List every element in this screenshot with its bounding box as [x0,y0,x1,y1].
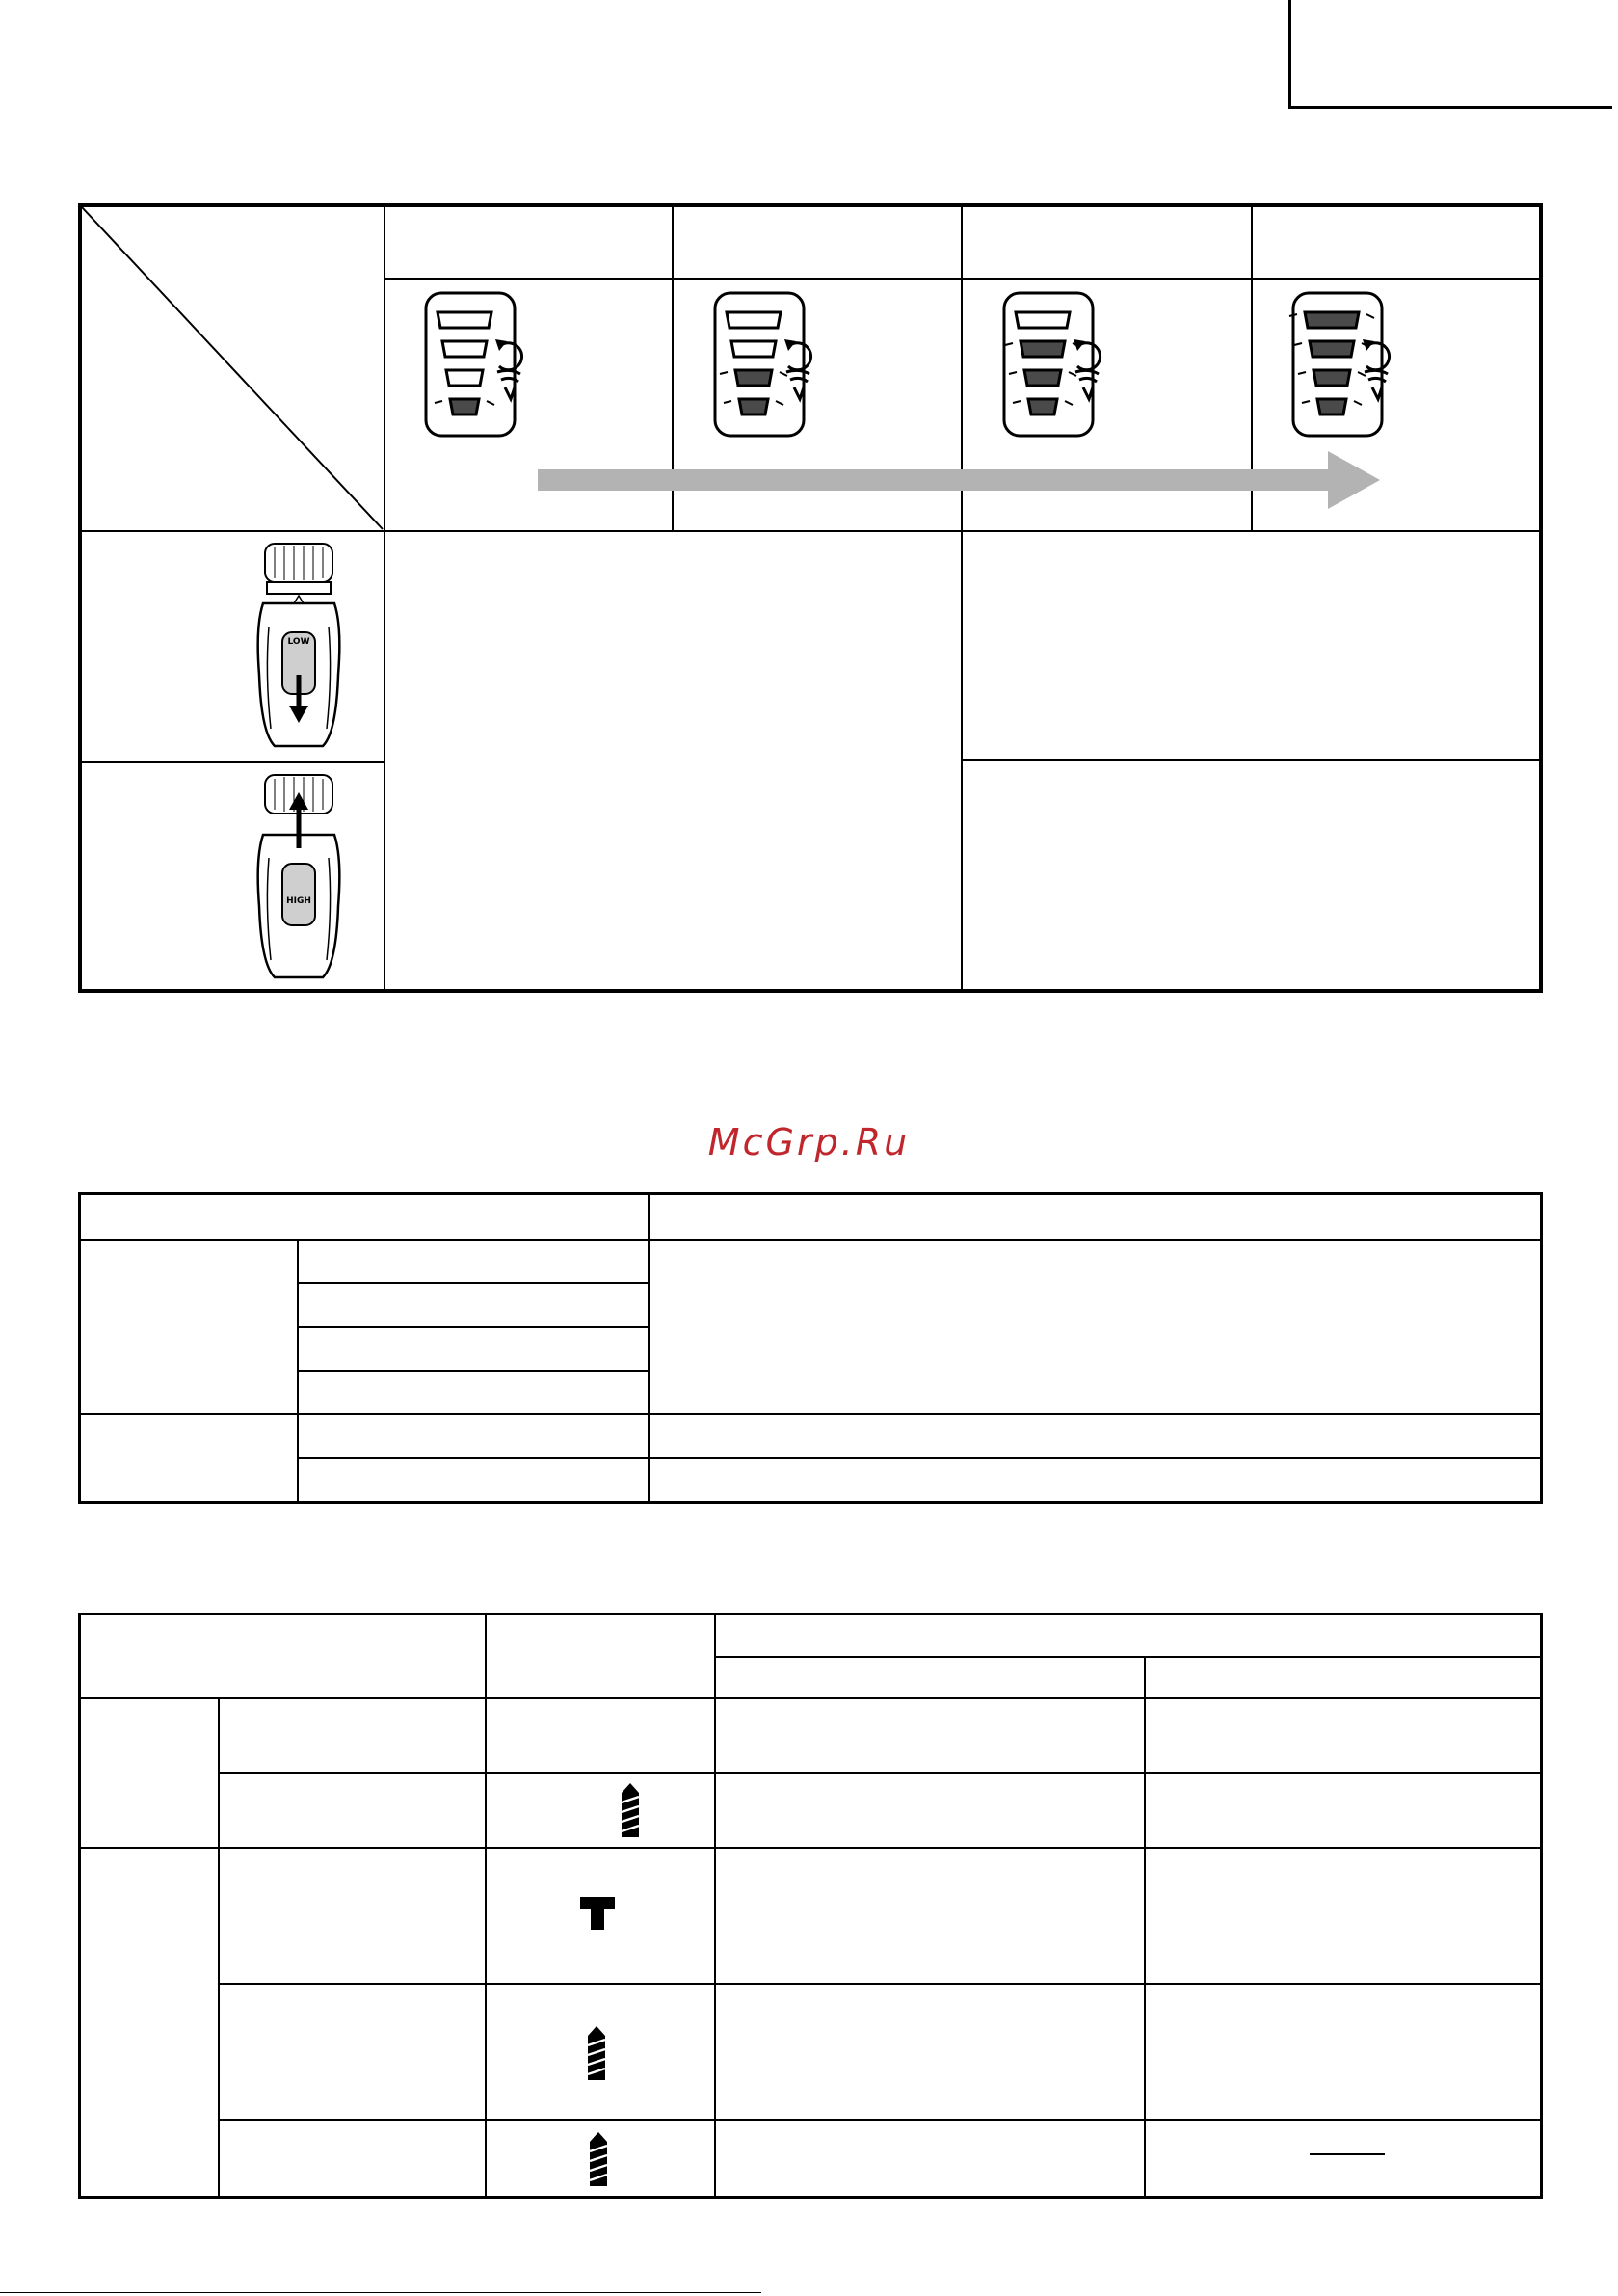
t1-hline-3 [961,759,1541,761]
drill-bit-icon [620,1781,641,1839]
drill-bit-icon [588,2130,609,2188]
high-label: HIGH [286,896,311,906]
t3-hline-5 [218,1983,1541,1985]
t3-hline-4 [80,1847,1541,1849]
t2-hline-4 [80,1413,1541,1415]
diagonal-header-cell [80,205,385,531]
drill-high-illustration [246,771,352,985]
dash-mark [1310,2153,1385,2155]
t3-hline-6 [218,2119,1541,2121]
page-corner-tab [1288,0,1612,109]
watermark-text: McGrp.Ru [707,1121,911,1163]
clutch-indicator-4 [1289,293,1390,436]
low-label: LOW [287,637,310,647]
clutch-indicator-3 [1004,293,1101,436]
t3-vline-1 [485,1615,487,2197]
drill-bit-icon [586,2024,607,2082]
t1-hline-2 [80,761,385,763]
t3-hline-2 [80,1697,1541,1699]
t2-vline-1 [648,1194,650,1502]
drill-low-illustration [246,540,352,754]
t2-hline-2 [297,1326,649,1328]
t3-hline-3 [218,1772,1541,1774]
t2-hline-header [80,1239,1541,1241]
t2-hline-5 [297,1457,1541,1459]
bottom-edge-line [0,2292,761,2293]
clutch-indicator-1 [426,293,522,436]
t2-hline-3 [297,1370,649,1372]
t3-vline-3 [1144,1656,1146,2197]
spec-table-3 [78,1613,1543,2199]
t3-hline-1 [714,1656,1541,1658]
clutch-indicator-2 [715,293,811,436]
hammer-icon [578,1895,617,1932]
t1-hline-1 [80,530,1541,532]
progression-arrow-icon [538,451,1380,509]
clutch-indicator-icons [384,280,1541,530]
t2-hline-1 [297,1282,649,1284]
t3-vline-2 [714,1615,716,2197]
